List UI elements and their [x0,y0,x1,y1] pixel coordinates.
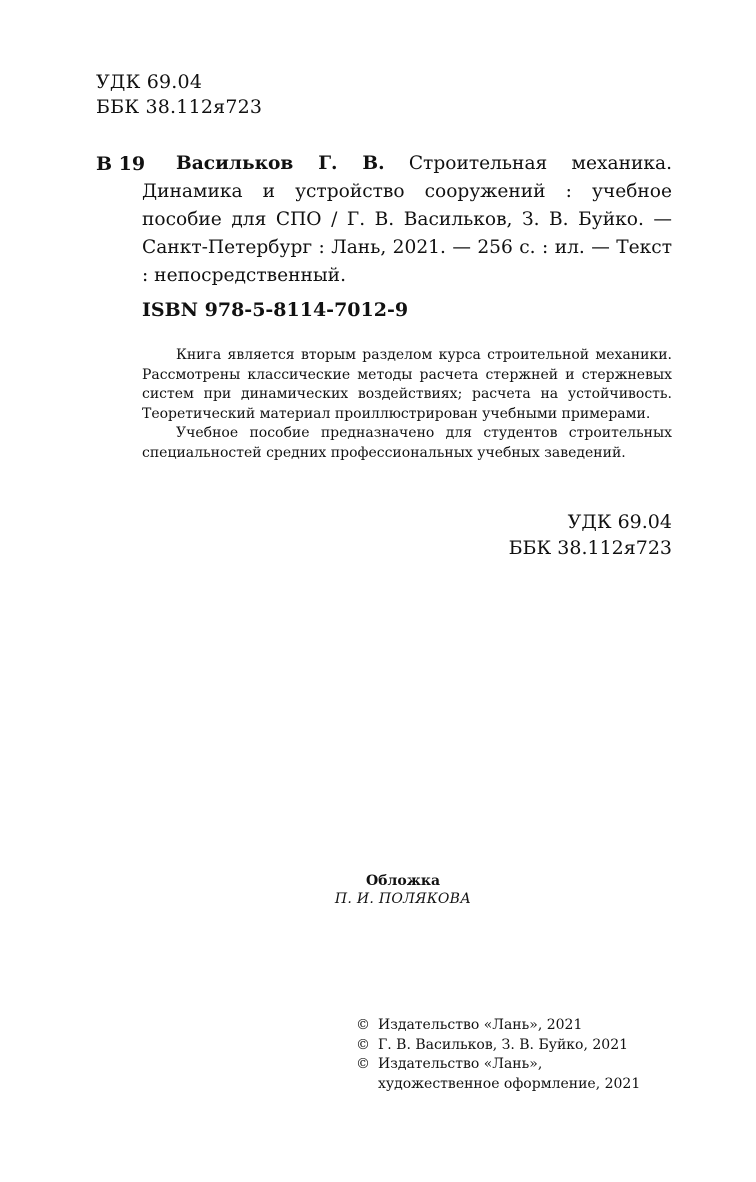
isbn: ISBN 978-5-8114-7012-9 [142,299,409,321]
udk-code: УДК 69.04 [567,511,672,533]
author-name: Васильков Г. В. [176,153,385,174]
bibliographic-description [142,150,672,290]
cover-artist: П. И. ПОЛЯКОВА [334,891,472,907]
udk-code: УДК 69.04 [96,71,203,93]
classification-codes-top [96,70,262,120]
cover-label: Обложка [365,873,441,889]
copyright-row [356,1055,676,1075]
copyright-icon: © [356,1056,370,1072]
description-text: Строительная механика. Динамика и устройство сооружений : учебное пособие для СПО / Г. В. Васильков, З. В. Буйко. — Санкт-Петербург : Лань, 2021. — 256 с. : ил. — Текст : непосредственный. [142,153,672,286]
bbk-code: ББК 38.112я723 [96,96,263,118]
copyright-text: Г. В. Васильков, З. В. Буйко, 2021 [378,1036,629,1053]
copyright-text: Издательство «Лань», [378,1056,543,1072]
annotation [142,346,672,464]
copyright-icon: © [356,1036,370,1053]
author-mark: В 19 [96,153,146,175]
copyright-text-continued: художественное оформление, 2021 [378,1075,641,1092]
copyright-icon: © [356,1017,370,1033]
classification-codes-bottom [509,509,672,561]
copyright-text: Издательство «Лань», 2021 [378,1017,583,1033]
copyright-row [356,1016,676,1036]
copyright-row [356,1036,676,1056]
annotation-paragraph-1: Книга является вторым разделом курса строительной механики. Рассмотрены классические методы расчета стержней и стержневых систем при динамических воздействиях; расчета на устойчивость. Теоретический материал проиллюстрирован учебными примерами. [142,347,672,422]
cover-credit [0,872,756,908]
bbk-code: ББК 38.112я723 [508,537,672,559]
copyright-block [356,1016,676,1094]
annotation-paragraph-2: Учебное пособие предназначено для студентов строительных специальностей средних профессиональных учебных заведений. [142,425,672,461]
